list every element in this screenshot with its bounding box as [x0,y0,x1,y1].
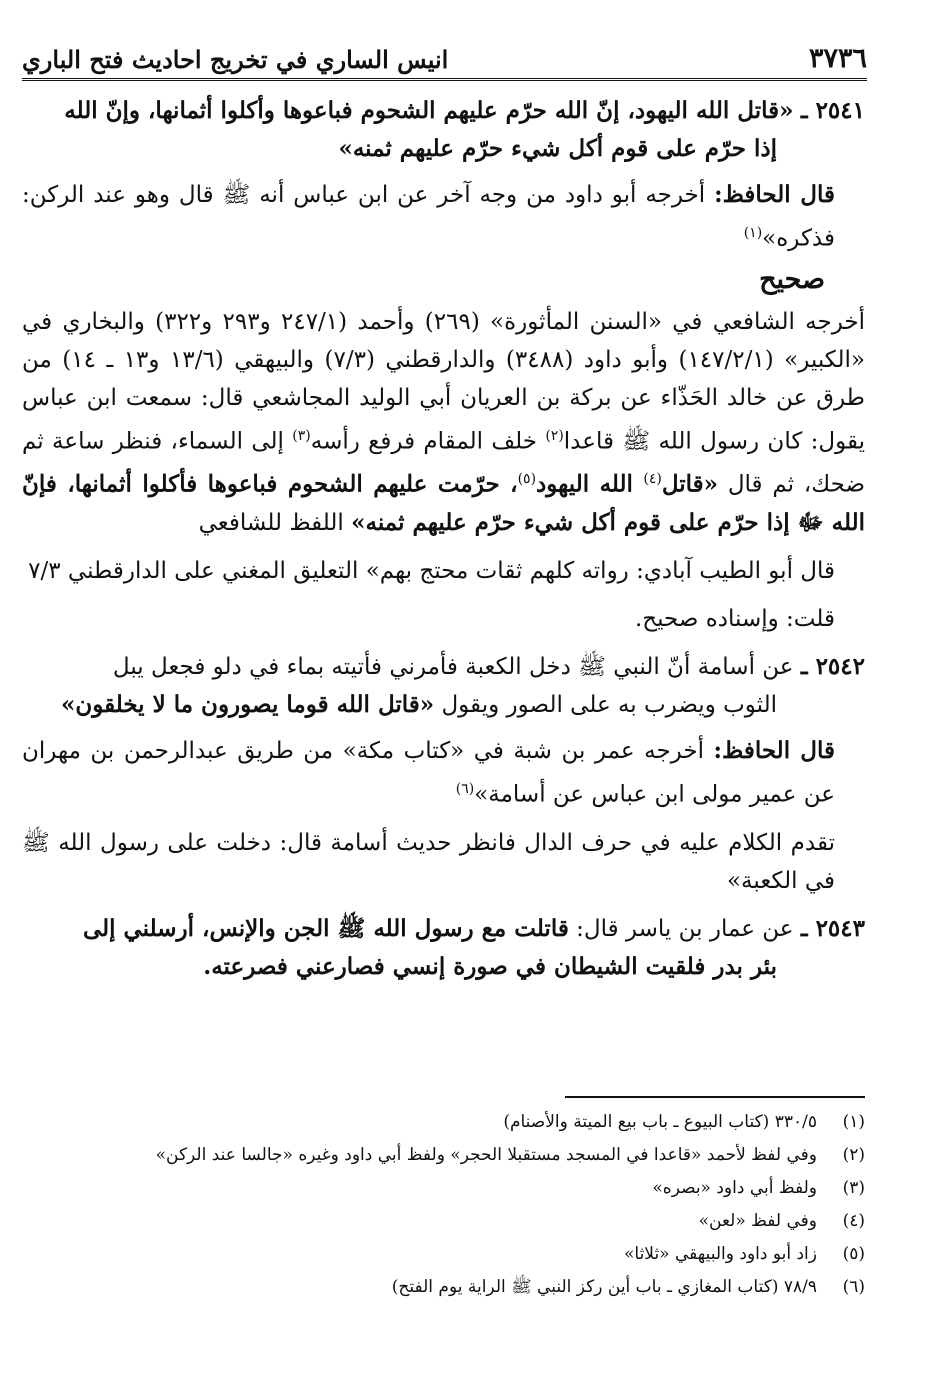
footnote-item [22,1106,865,1139]
footnote-item [22,1139,865,1172]
hafiz-label: قال الحافظ: [714,181,835,208]
page-body [22,92,865,994]
hadith-matn-line1: عن أسامة أنّ النبي ﷺ دخل الكعبة فأمرني فأتيته بماء في دلو فجعل يبل [112,653,794,680]
hadith-2542 [22,648,865,724]
hafiz-text: أخرجه عمر بن شبة في «كتاب مكة» من طريق عبدالرحمن بن مهران عن عمير مولى ابن عباس عن أسامة» [22,737,835,808]
footnote-number: (٢) [842,1145,865,1165]
footnote-text: وفي لفظ «لعن» [698,1211,817,1231]
footnote-ref: (٣) [292,427,311,444]
page-number: ٣٧٣٦ [808,43,867,74]
matn-bold: ، حرّمت عليهم الشحوم فباعوها فأكلوا أثمانها، فإنّ الله ﷻ إذا حرّم على قوم أكل شيء حرّم عليهم ثمنه» [22,470,865,536]
footnote-item [22,1238,865,1271]
hadith-2543 [22,910,865,986]
hadith-text [22,910,865,948]
hafiz-comment [22,176,865,258]
matn-bold: قاتلت مع رسول الله ﷺ الجن والإنس، أرسلني إلى [82,914,569,942]
hadith-number: ٢٥٤٣ ـ [800,914,865,942]
footnote-item [22,1205,865,1238]
footnote-item [22,1172,865,1205]
hadith-matn-line1: «قاتل الله اليهود، إنّ الله حرّم عليهم الشحوم فباعوها وأكلوا أثمانها، وإنّ الله [64,97,794,124]
takhrij-text: أخرجه الشافعي في «السنن المأثورة» (٢٦٩) وأحمد (٢٤٧/١ و٢٩٣ و٣٢٢) والبخاري في «الكبير» (١٤٧/٢/١) وأبو داود (٣٤٨٨) والدارقطني (٧/٣) والبيهقي (١٣/٦ و١٣ ـ ١٤) من طرق عن خالد الحَذّاء عن بركة بن العريان أبي الوليد المجاشعي قال: سمعت ابن عباس يقول: كان رسول الله ﷺ قاعدا [22,308,865,455]
footnote-ref: (٥) [517,471,537,488]
hadith-matn-line2 [22,686,865,724]
hadith-2541 [22,92,865,168]
hadith-number: ٢٥٤١ ـ [800,97,865,124]
abu-tayyib-comment: قال أبو الطيب آبادي: رواته كلهم ثقات محتج بهم» التعليق المغني على الدارقطني ٧/٣ [28,557,835,584]
hadith-number: ٢٥٤٢ ـ [800,652,865,680]
footnote-separator [565,1096,865,1098]
footnotes [22,1106,865,1304]
hadith-matn-line2: بئر بدر فلقيت الشيطان في صورة إنسي فصارعني فصرعته. [203,952,777,980]
book-title: انيس الساري في تخريج احاديث فتح الباري [22,45,449,74]
footnote-ref: (١) [743,225,763,241]
running-header [22,28,867,81]
footnote-text: زاد أبو داود والبيهقي «ثلاثا» [624,1244,817,1264]
hadith-text [22,92,865,130]
footnote-ref: (٢) [545,427,564,444]
footnote-number: (٤) [842,1211,865,1231]
footnote-number: (٣) [842,1178,865,1198]
footnote-text: ولفظ أبي داود «بصره» [652,1178,817,1198]
matn-bold: الله اليهود [536,470,644,498]
takhrij-text: اللفظ للشافعي [198,509,352,536]
grade-heading: صحيح [759,263,825,295]
hafiz-label: قال الحافظ: [713,736,836,764]
hadith-text-part: الثوب ويضرب به على الصور ويقول [434,691,777,718]
footnote-ref: (٦) [455,780,475,797]
matn-bold: «قاتل الله قوما يصورون ما لا يخلقون» [60,690,435,718]
cross-reference-note: تقدم الكلام عليه في حرف الدال فانظر حديث أسامة قال: دخلت على رسول الله ﷺ في الكعبة» [22,829,835,894]
takhrij-text: خلف المقام فرفع رأسه [310,428,546,455]
hafiz-text: أخرجه أبو داود من وجه آخر عن ابن عباس أنه ﷺ قال وهو عند الركن: فذكره» [22,182,835,252]
footnote-text: وفي لفظ لأحمد «قاعدا في المسجد مستقبلا الحجر» ولفظ أبي داود وغيره «جالسا عند الركن» [155,1145,817,1165]
hadith-text-part: عن عمار بن ياسر قال: [568,915,794,942]
footnote-text: ٣٣٠/٥ (كتاب البيوع ـ باب بيع الميتة والأصنام) [503,1112,817,1132]
footnote-text: ٧٨/٩ (كتاب المغازي ـ باب أين ركز النبي ﷺ الراية يوم الفتح) [391,1277,817,1297]
author-comment: قلت: وإسناده صحيح. [634,605,835,632]
footnote-ref: (٤) [643,471,662,488]
hadith-matn-line2: إذا حرّم على قوم أكل شيء حرّم عليهم ثمنه» [338,135,777,162]
takhrij-paragraph [22,303,865,542]
matn-bold: «قاتل [661,470,719,498]
footnote-number: (١) [842,1112,865,1132]
takhrij-text: إلى السماء، فنظر ساعة ثم ضحك، ثم قال [22,428,865,498]
footnote-item [22,1271,865,1304]
hafiz-comment [22,732,865,814]
footnote-number: (٥) [842,1244,865,1264]
footnote-number: (٦) [842,1277,865,1297]
hadith-text [22,648,865,686]
